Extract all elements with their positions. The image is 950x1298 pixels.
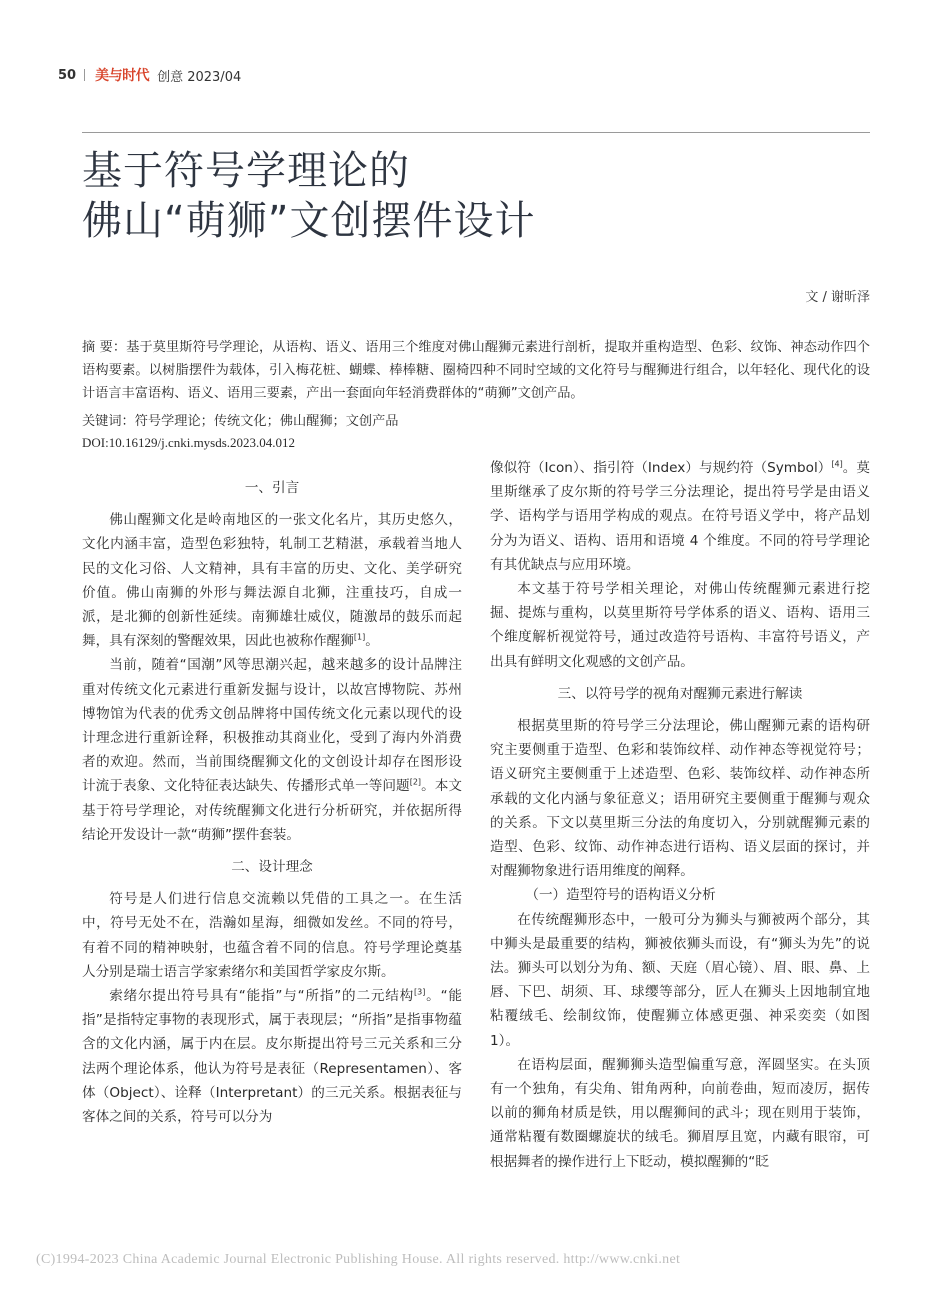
title-line-2: 佛山“萌狮”文创摆件设计 (82, 198, 536, 244)
doi: DOI:10.16129/j.cnki.mysds.2023.04.012 (82, 435, 296, 450)
keywords (82, 411, 870, 433)
paragraph: 本文基于符号学相关理论，对佛山传统醒狮元素进行挖掘、提炼与重构，以莫里斯符号学体系的语义、语构、语用三个维度解析视觉符号，通过改造符号语构、丰富符号语义，产出具有鲜明文化观感的文创产品。 (490, 581, 870, 670)
abstract (82, 336, 870, 405)
left-column (82, 468, 462, 1129)
subsection-heading: （一）造型符号的语构语义分析 (525, 887, 716, 904)
title-line-1: 基于符号学理论的 (82, 148, 410, 194)
keywords-label: 关键词： (82, 414, 135, 429)
paragraph: 佛山醒狮文化是岭南地区的一张文化名片，其历史悠久，文化内涵丰富，造型色彩独特，轧制工艺精湛，承载着当地人民的文化习俗、人文精神，具有丰富的历史、文化、美学研究价值。佛山南狮的外形与舞法源自北狮，注重技巧，自成一派，是北狮的创新性延续。南狮雄壮威仪，随激昂的鼓乐而起舞，具有深刻的警醒效果，因此也被称作醒狮[1]。 (82, 512, 462, 650)
copyright-footer: (C)1994-2023 China Academic Journal Electronic Publishing House. All rights reserved. http://www.cnki.net (36, 1252, 681, 1267)
section-heading-intro: 一、引言 (244, 480, 300, 496)
right-column (490, 456, 870, 1174)
running-header (58, 64, 241, 86)
section-heading-semiotics: 三、以符号学的视角对醒狮元素进行解读 (557, 685, 803, 702)
abstract-text: 基于莫里斯符号学理论，从语构、语义、语用三个维度对佛山醒狮元素进行剖析，提取并重构造型、色彩、纹饰、神态动作四个语构要素。以树脂摆件为载体，引入梅花桩、蝴蝶、棒棒糖、圈椅四种不同时空域的文化符号与醒狮进行组合，以年轻化、现代化的设计语言丰富语构、语义、语用三要素，产出一套面向年轻消费群体的“萌狮”文创产品。 (82, 340, 870, 401)
paragraph: 在语构层面，醒狮狮头造型偏重写意，浑圆坚实。在头顶有一个独角，有尖角、钳角两种，向前卷曲，短而凌厉，据传以前的狮角材质是铁，用以醒狮间的武斗；现在则用于装饰，通常粘覆有数圈螺旋状的绒毛。狮眉厚且宽，内藏有眼帘，可根据舞者的操作进行上下眨动，模拟醒狮的“眨 (490, 1056, 870, 1170)
citation-ref: [3] (414, 987, 426, 997)
page-number: 50 (58, 67, 77, 83)
keywords-text: 符号学理论；传统文化；佛山醒狮；文创产品 (134, 414, 399, 429)
paragraph: 索绪尔提出符号具有“能指”与“所指”的二元结构[3]。“能指”是指特定事物的表现形式，属于表现层；“所指”是指事物蕴含的文化内涵，属于内在层。皮尔斯提出符号三元关系和三分法两个理论体系，他认为符号是表征（Representamen）、客体（Object）、诠释（Interpretant）的三元关系。根据表征与客体之间的关系，符号可以分为 (82, 987, 463, 1126)
author-byline: 文 / 谢昕泽 (805, 290, 870, 305)
issue-label: 创意 2023/04 (157, 69, 242, 85)
section-heading-design: 二、设计理念 (231, 859, 313, 876)
header-rule (82, 132, 870, 133)
paragraph: 根据莫里斯的符号学三分法理论，佛山醒狮元素的语构研究主要侧重于造型、色彩和装饰纹样、动作神态等视觉符号；语义研究主要侧重于上述造型、色彩、装饰纹样、动作神态所承载的文化内涵与象征意义；语用研究主要侧重于醒狮与观众的关系。下文以莫里斯三分法的角度切入，分别就醒狮元素的造型、色彩、纹饰、动作神态进行语构、语义层面的探讨，并对醒狮物象进行语用维度的阐释。 (490, 718, 870, 880)
paragraph: 符号是人们进行信息交流赖以凭借的工具之一。在生活中，符号无处不在，浩瀚如星海，细微如发丝。不同的符号，有着不同的精神映射，也蕴含着不同的信息。符号学理论奠基人分别是瑞士语言学家索绪尔和美国哲学家皮尔斯。 (82, 891, 462, 980)
citation-ref: [1] (353, 632, 366, 642)
header-divider (84, 69, 85, 81)
article-title (82, 146, 842, 246)
paragraph: 在传统醒狮形态中，一般可分为狮头与狮被两个部分，其中狮头是最重要的结构，狮被依狮头而设，有“狮头为先”的说法。狮头可以划分为角、额、天庭（眉心镜）、眉、眼、鼻、上唇、下巴、胡须、耳、球缨等部分，匠人在狮头上因地制宜地粘覆绒毛、绘制纹饰，使醒狮立体感更强、神采奕奕（如图 1）。 (490, 911, 870, 1049)
citation-ref: [4] (831, 459, 843, 469)
citation-ref: [2] (409, 777, 422, 787)
abstract-label: 摘 要： (82, 340, 127, 355)
paragraph: 当前，随着“国潮”风等思潮兴起，越来越多的设计品牌注重对传统文化元素进行重新发掘与设计，以故宫博物院、苏州博物馆为代表的优秀文创品牌将中国传统文化元素以现代的设计理念进行重新诠释，积极推动其商业化，受到了海内外消费者的欢迎。然而，当前围绕醒狮文化的文创设计却存在图形设计流于表象、文化特征表达缺失、传播形式单一等问题[2]。本文基于符号学理论，对传统醒狮文化进行分析研究，并依据所得结论开发设计一款“萌狮”摆件套装。 (82, 657, 463, 843)
paragraph: 像似符（Icon）、指引符（Index）与规约符（Symbol）[4]。莫里斯继承了皮尔斯的符号学三分法理论，提出符号学是由语义学、语构学与语用学构成的观点。在符号语义学中，将产品划分为为语义、语构、语用和语境 4 个维度。不同的符号学理论有其优缺点与应用环境。 (490, 459, 870, 573)
journal-logo: 美与时代 (95, 68, 150, 84)
